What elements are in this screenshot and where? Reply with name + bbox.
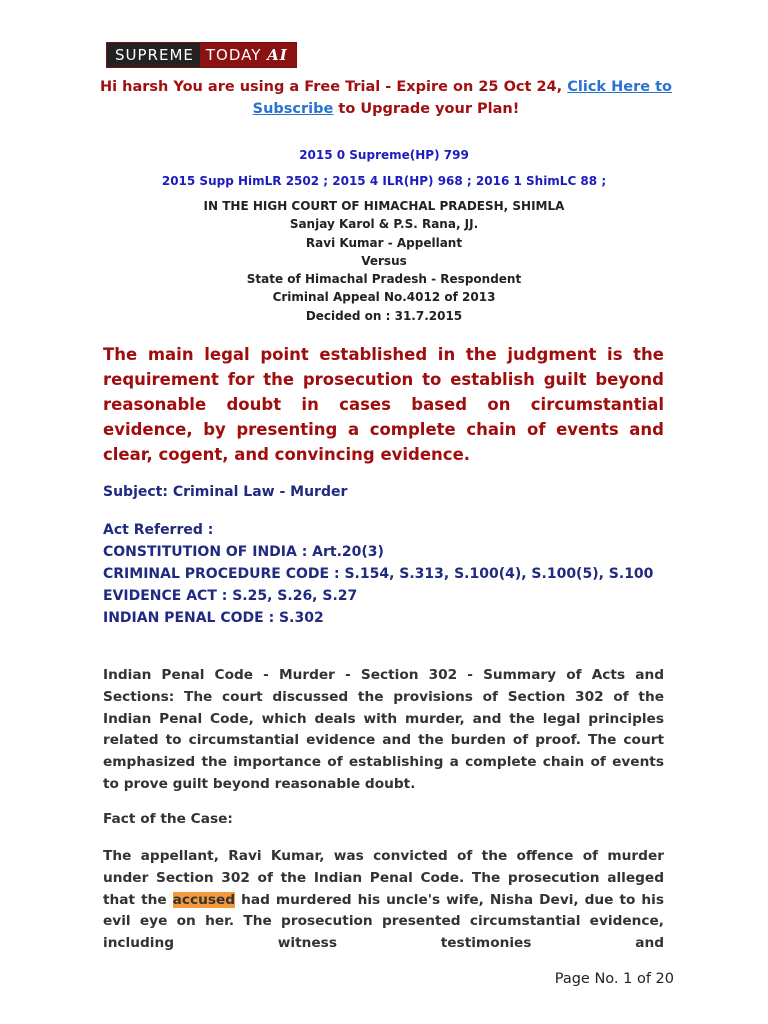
summary-paragraph: Indian Penal Code - Murder - Section 302 - Summary of Acts and Sections: The court discussed the provisions of Section 302 of the Indian Penal Code, which deals with murder, and the legal principles related to circumstantial evidence and the burden of proof. The court emphasized the importance of establishing a complete chain of events to prove guilt beyond reasonable doubt.	[103, 667, 664, 792]
trial-suffix: to Upgrade your Plan!	[338, 101, 520, 117]
acts-heading: Act Referred :	[103, 522, 214, 538]
subscribe-link[interactable]: Click Here to Subscribe	[252, 79, 672, 117]
facts-paragraph: The appellant, Ravi Kumar, was convicted of the offence of murder under Section 302 of the Indian Penal Code. The prosecution alleged that the accused had murdered his uncle's wife, Nisha Devi, due to his evil eye on her. The prosecution presented circumstantial evidence, including witness testimonies and	[103, 848, 665, 952]
parallel-citations: 2015 Supp HimLR 2502 ; 2015 4 ILR(HP) 968 ; 2016 1 ShimLC 88 ;	[161, 174, 607, 188]
versus: Versus	[361, 253, 407, 268]
appeal-number: Criminal Appeal No.4012 of 2013	[272, 290, 496, 305]
act-item: CONSTITUTION OF INDIA : Art.20(3)	[103, 544, 384, 560]
respondent: State of Himachal Pradesh - Respondent	[246, 272, 522, 287]
logo-part-1: SUPREME	[107, 43, 200, 67]
case-header	[100, 197, 668, 325]
trial-banner	[98, 76, 674, 120]
judges: Sanjay Karol & P.S. Rana, JJ.	[289, 217, 479, 232]
logo	[106, 42, 297, 68]
act-item: EVIDENCE ACT : S.25, S.26, S.27	[103, 588, 358, 604]
act-item: CRIMINAL PROCEDURE CODE : S.154, S.313, S.100(4), S.100(5), S.100	[103, 566, 654, 582]
decision-date: Decided on : 31.7.2015	[305, 308, 463, 323]
act-item: INDIAN PENAL CODE : S.302	[103, 610, 324, 626]
court-name: IN THE HIGH COURT OF HIMACHAL PRADESH, SHIMLA	[203, 199, 565, 213]
primary-citation: 2015 0 Supreme(HP) 799	[299, 148, 469, 162]
page-number: Page No. 1 of 20	[554, 971, 674, 987]
subject: Subject: Criminal Law - Murder	[103, 484, 348, 500]
main-legal-point: The main legal point established in the judgment is the requirement for the prosecution to establish guilt beyond reasonable doubt in cases based on circumstantial evidence, by presenting a complete chain of events and clear, cogent, and convincing evidence.	[103, 345, 664, 464]
acts-referred	[103, 519, 664, 629]
fact-heading: Fact of the Case:	[103, 811, 233, 827]
highlighted-term: accused	[172, 891, 236, 908]
logo-part-3: AI	[267, 46, 288, 64]
logo-part-2: TODAY AI	[200, 43, 296, 67]
appellant: Ravi Kumar - Appellant	[305, 235, 463, 250]
trial-message: Hi harsh You are using a Free Trial - Expire on 25 Oct 24,	[100, 79, 563, 95]
